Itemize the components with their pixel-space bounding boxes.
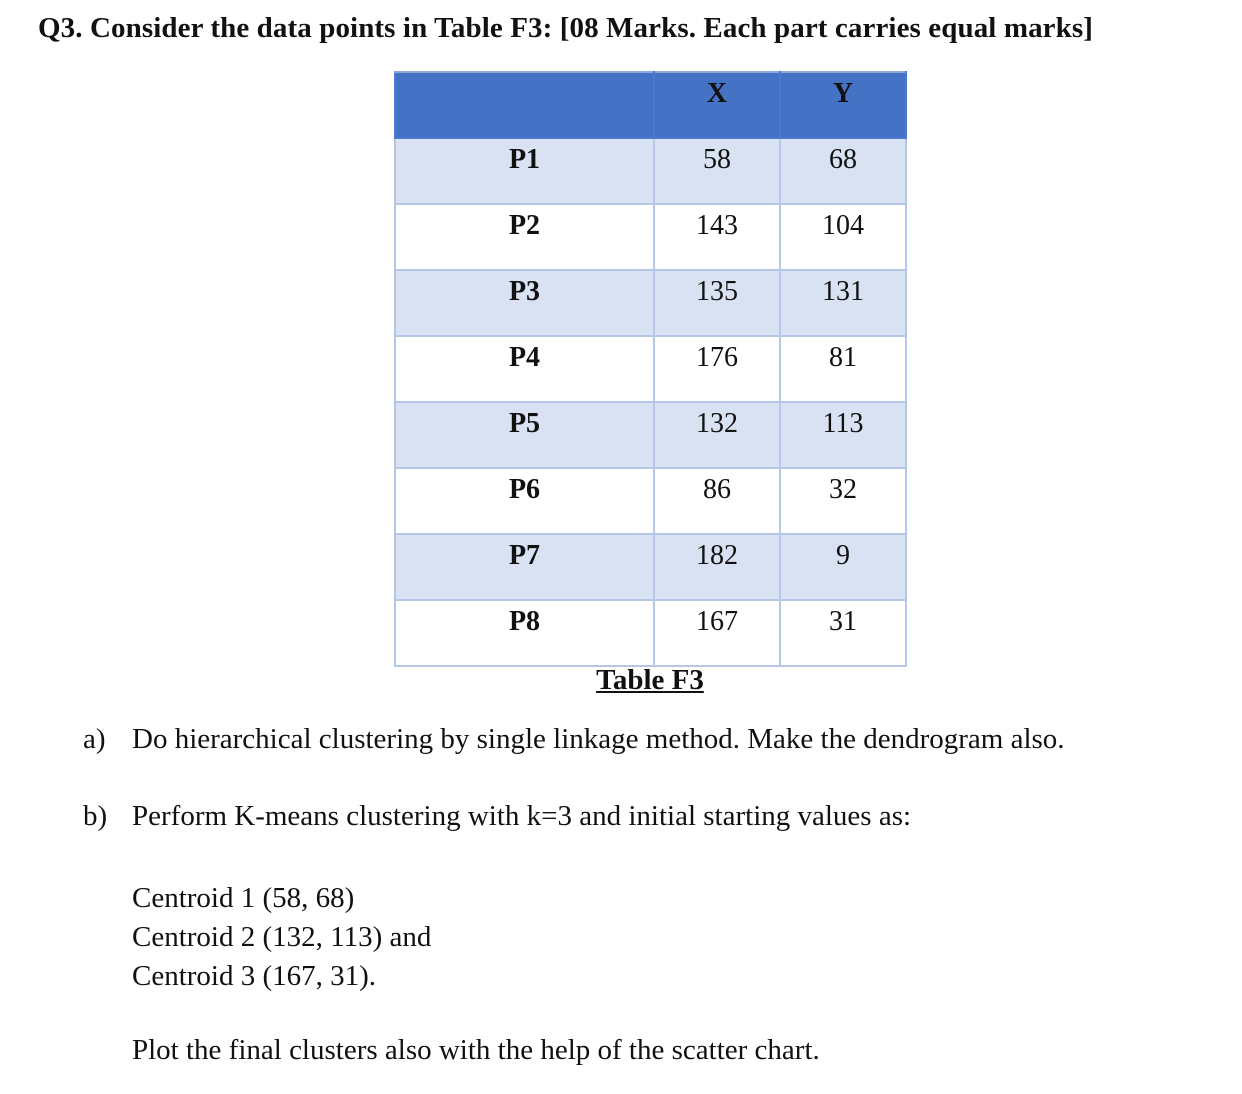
part-b [83,800,911,833]
row-label-cell: P6 [395,468,654,534]
table-row [395,336,906,402]
part-a-label: a) [83,723,106,755]
x-value-cell: 143 [654,204,780,270]
row-label-cell: P1 [395,138,654,204]
part-a-text: Do hierarchical clustering by single linkage method. Make the dendrogram also. [132,723,1065,755]
x-value-cell: 182 [654,534,780,600]
x-value-cell: 135 [654,270,780,336]
table-row [395,402,906,468]
x-value-cell: 58 [654,138,780,204]
x-value-cell: 132 [654,402,780,468]
plot-instruction: Plot the final clusters also with the help of the scatter chart. [132,1034,820,1066]
row-label-cell: P2 [395,204,654,270]
y-value-cell: 113 [780,402,906,468]
header-x-cell: X [654,72,780,138]
row-label-cell: P5 [395,402,654,468]
header-y-cell: Y [780,72,906,138]
part-b-text: Perform K-means clustering with k=3 and initial starting values as: [132,800,912,832]
table-row [395,468,906,534]
data-points-table [394,71,907,667]
table-row [395,204,906,270]
row-label-cell: P4 [395,336,654,402]
y-value-cell: 68 [780,138,906,204]
table-caption: Table F3 [596,664,704,696]
row-label-cell: P3 [395,270,654,336]
y-value-cell: 81 [780,336,906,402]
part-b-label: b) [83,800,108,832]
table-header-row [395,72,906,138]
centroid-list [132,879,431,996]
table-row [395,270,906,336]
y-value-cell: 131 [780,270,906,336]
part-a [83,723,1065,756]
x-value-cell: 86 [654,468,780,534]
x-value-cell: 176 [654,336,780,402]
header-label-cell [395,72,654,138]
table-row [395,600,906,666]
y-value-cell: 104 [780,204,906,270]
table-row [395,138,906,204]
centroid-2: Centroid 2 (132, 113) and [132,921,432,953]
centroid-1: Centroid 1 (58, 68) [132,882,355,914]
y-value-cell: 31 [780,600,906,666]
table-row [395,534,906,600]
x-value-cell: 167 [654,600,780,666]
y-value-cell: 9 [780,534,906,600]
centroid-3: Centroid 3 (167, 31). [132,960,377,992]
y-value-cell: 32 [780,468,906,534]
row-label-cell: P7 [395,534,654,600]
question-heading: Q3. Consider the data points in Table F3: [08 Marks. Each part carries equal marks] [38,12,1094,44]
row-label-cell: P8 [395,600,654,666]
